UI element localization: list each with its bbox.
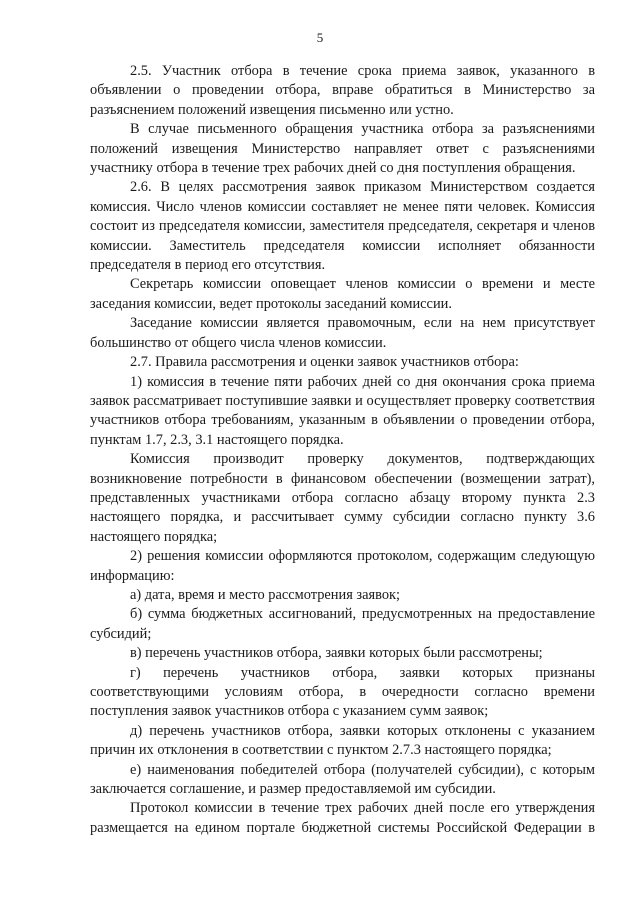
paragraph-2-5: 2.5. Участник отбора в течение срока приема заявок, указанного в объявлении о проведении отбора, вправе обратиться в Министерство за разъяснением положений извещения письменно или устно.: [90, 63, 595, 118]
list-item-e: е) наименования победителей отбора (получателей субсидии), с которым заключается соглашение, и размер предоставляемой им субсидии.: [90, 761, 595, 798]
paragraph-protocol: Протокол комиссии в течение трех рабочих дней после его утверждения размещается на едином портале бюджетной системы Российской Федерации в: [90, 800, 595, 836]
document-body: [90, 62, 595, 838]
page-number: 5: [316, 30, 324, 45]
paragraph-written-request: В случае письменного обращения участника отбора за разъяснениями положений извещения Министерство направляет ответ с разъяснениями участнику отбора в течение трех рабочих дней со дня поступления обращения.: [90, 121, 595, 177]
list-item-d: д) перечень участников отбора, заявки которых отклонены с указанием причин их отклонения в соответствии с пунктом 2.7.3 настоящего порядка;: [90, 722, 595, 759]
paragraph-2-6: 2.6. В целях рассмотрения заявок приказом Министерством создается комиссия. Число членов комиссии составляет не менее пяти человек. Комиссия состоит из председателя комиссии, заместителя председателя, секретаря и членов комиссии. Заместитель председателя комиссии исполняет обязанности председателя в период его отсутствия.: [90, 179, 595, 274]
paragraph-secretary: Секретарь комиссии оповещает членов комиссии о времени и месте заседания комиссии, ведет протоколы заседаний комиссии.: [90, 276, 595, 312]
paragraph-document-check: Комиссия производит проверку документов, подтверждающих возникновение потребности в финансовом обеспечении (возмещении затрат), представленных участниками отбора согласно абзацу второму пункта 2.3 настоящего порядка, и рассчитывает сумму субсидии согласно пункту 3.6 настоящего порядка;: [90, 451, 595, 545]
paragraph-item-1: 1) комиссия в течение пяти рабочих дней со дня окончания срока приема заявок рассматривает поступившие заявки и осуществляет проверку соответствия участников отбора требованиям, указанным в объявлении о проведении отбора, пунктам 1.7, 2.3, 3.1 настоящего порядка.: [90, 373, 595, 448]
paragraph-quorum: Заседание комиссии является правомочным, если на нем присутствует большинство от общего числа членов комиссии.: [90, 315, 595, 351]
list-item-a: а) дата, время и место рассмотрения заявок;: [130, 586, 400, 603]
list-item-b: б) сумма бюджетных ассигнований, предусмотренных на предоставление субсидий;: [90, 606, 595, 642]
list-item-g: г) перечень участников отбора, заявки которых признаны соответствующими условиям отбора, в очередности согласно времени поступления заявок участников отбора с указанием сумм заявок;: [90, 664, 595, 720]
list-item-v: в) перечень участников отбора, заявки которых были рассмотрены;: [130, 645, 543, 662]
paragraph-2-7: 2.7. Правила рассмотрения и оценки заявок участников отбора:: [130, 354, 519, 371]
paragraph-item-2: 2) решения комиссии оформляются протоколом, содержащим следующую информацию:: [90, 548, 595, 584]
